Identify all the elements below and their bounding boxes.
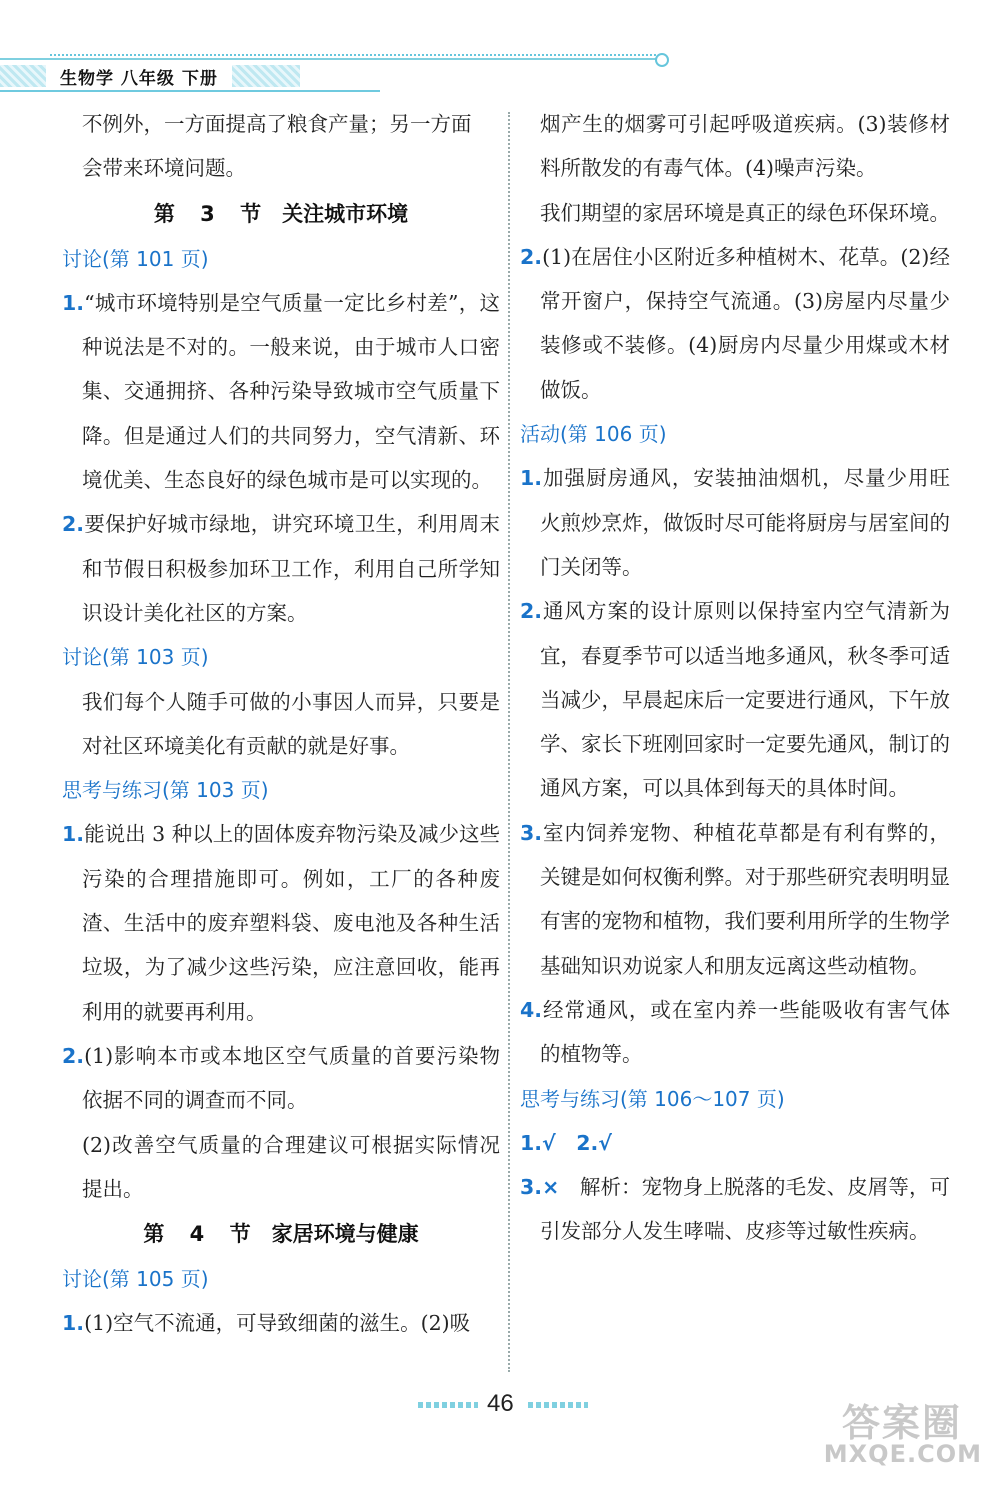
left-column: [62, 102, 500, 1346]
discussion-101-item-1: [62, 281, 500, 502]
watermark-url: MXQE.COM: [823, 1440, 982, 1468]
discussion-105-item-2: [520, 235, 950, 412]
footer-decoration-left: [418, 1402, 478, 1408]
item-text: 加强厨房通风，安装抽油烟机，尽量少用旺火煎炒烹炸，做饭时尽可能将厨房与居室间的门关闭等。: [540, 466, 950, 579]
discussion-103-text: 我们每个人随手可做的小事因人而异，只要是对社区环境美化有贡献的就是好事。: [82, 689, 500, 758]
item-number: 2.: [62, 1043, 85, 1068]
watermark: [792, 1392, 982, 1478]
exercise-106-item-3: [520, 1165, 950, 1254]
discussion-101-heading: 讨论(第 101 页): [62, 246, 209, 271]
discussion-105-heading: 讨论(第 105 页): [62, 1267, 209, 1292]
footer-decoration-right: [528, 1402, 588, 1408]
activity-106-item-3: [520, 811, 950, 988]
item-text: 要保护好城市绿地，讲究环境卫生，利用周末和节假日积极参加环卫工作，利用自己所学知识设计美化社区的方案。: [82, 512, 500, 625]
header-pattern-right: [232, 65, 300, 87]
page-header: [0, 50, 670, 96]
chapter-3-title: 第 3 节 关注城市环境: [153, 201, 409, 226]
answer-mark: ×: [542, 1175, 560, 1200]
item-text: (1)影响本市或本地区空气质量的首要污染物依据不同的调查而不同。: [82, 1043, 500, 1113]
discussion-101-item-2: [62, 502, 500, 635]
exercise-103-item-2-sub: (2)改善空气质量的合理建议可根据实际情况提出。: [82, 1132, 500, 1201]
activity-106-item-2: [520, 589, 950, 810]
header-rule-top: [0, 58, 660, 60]
item-text: (1)空气不流通，可导致细菌的滋生。(2)吸: [84, 1311, 471, 1336]
item-number: 3.: [520, 1175, 543, 1200]
discussion-105-item-1: [62, 1301, 500, 1345]
item-number: 2.: [520, 244, 543, 269]
item-text: 经常通风，或在室内养一些能吸收有害气体的植物等。: [540, 997, 950, 1067]
item-text: 室内饲养宠物、种植花草都是有利有弊的，关键是如何权衡利弊。对于那些研究表明明显有害的宠物和植物，我们要利用所学的生物学基础知识劝说家人和朋友远离这些动植物。: [540, 820, 950, 978]
item-number: 1.: [520, 466, 543, 491]
header-dotted-rule: [50, 54, 660, 56]
column-divider: [508, 112, 510, 1372]
item-number: 1.: [62, 1311, 85, 1336]
item-number: 2.: [520, 599, 543, 624]
book-title: 生物学 八年级 下册: [60, 69, 218, 89]
chapter-4-title: 第 4 节 家居环境与健康: [143, 1222, 419, 1247]
item-text: 解析：宠物身上脱落的毛发、皮屑等，可引发部分人发生哮喘、皮疹等过敏性疾病。: [540, 1175, 951, 1244]
header-rule-bottom: [0, 90, 380, 92]
header-pattern-left: [0, 65, 46, 87]
watermark-logo-text: 答案圈: [841, 1401, 962, 1445]
item-number: 3.: [520, 820, 543, 845]
intro-line-1: 不例外，一方面提高了粮食产量；另一方面: [82, 112, 472, 136]
exercise-106-heading: 思考与练习(第 106～107 页): [520, 1086, 785, 1111]
activity-106-item-4: [520, 988, 950, 1077]
discussion-103-heading: 讨论(第 103 页): [62, 645, 209, 670]
header-end-dot-icon: [655, 53, 669, 67]
activity-106-heading: 活动(第 106 页): [520, 422, 667, 447]
item-text: 通风方案的设计原则以保持室内空气清新为宜，春夏季节可以适当地多通风，秋冬季可适当减少，早晨起床后一定要进行通风，下午放学、家长下班刚回家时一定要先通风，制订的通风方案，可以具体到每天的具体时间。: [540, 599, 950, 801]
exercise-103-item-1: [62, 812, 500, 1033]
activity-106-item-1: [520, 456, 950, 589]
item-number: 4.: [520, 997, 543, 1022]
page-number: 46: [487, 1390, 514, 1417]
item-text: (1)在居住小区附近多种植树木、花草。(2)经常开窗户，保持空气流通。(3)房屋内尽量少装修或不装修。(4)厨房内尽量少用煤或木材做饭。: [540, 244, 950, 402]
exercise-106-answers-line: 1.√ 2.√: [520, 1130, 612, 1155]
intro-paragraph: [62, 102, 500, 191]
exercise-103-heading: 思考与练习(第 103 页): [62, 778, 269, 803]
item-text: 能说出 3 种以上的固体废弃物污染及减少这些污染的合理措施即可。例如，工厂的各种废渣、生活中的废弃塑料袋、废电池及各种生活垃圾，为了减少这些污染，应注意回收，能再利用的就要再利用。: [82, 822, 500, 1024]
item-number: 2.: [62, 512, 85, 537]
intro-line-2: 会带来环境问题。: [82, 156, 246, 181]
item-number: 1.: [62, 822, 85, 847]
exercise-103-item-2: [62, 1034, 500, 1123]
continued-paragraph: 我们期望的家居环境是真正的绿色环保环境。: [540, 200, 950, 225]
item-text: “城市环境特别是空气质量一定比乡村差”，这种说法是不对的。一般来说，由于城市人口密集、交通拥挤、各种污染导致城市空气质量下降。但是通过人们的共同努力，空气清新、环境优美、生态良好的绿色城市是可以实现的。: [82, 290, 500, 493]
continued-text: 烟产生的烟雾可引起呼吸道疾病。(3)装修材料所散发的有毒气体。(4)噪声污染。: [540, 112, 950, 181]
right-column: [520, 102, 950, 1254]
item-number: 1.: [62, 290, 85, 315]
